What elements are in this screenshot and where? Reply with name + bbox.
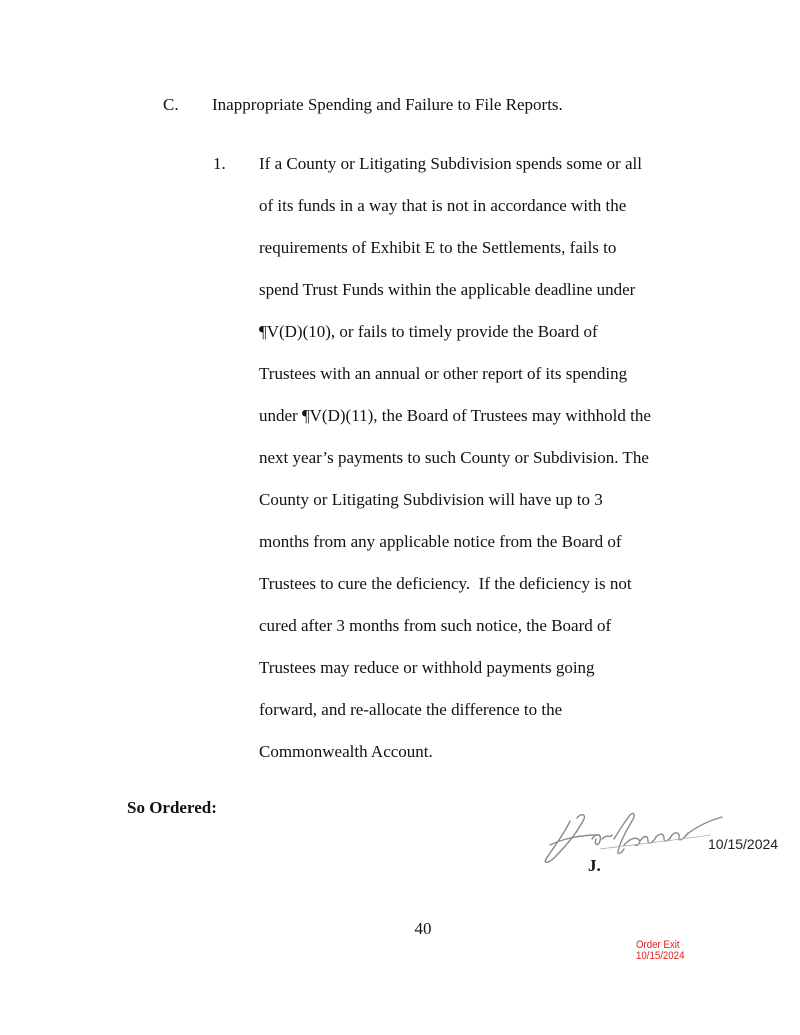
paragraph-line: Trustees with an annual or other report of its spending	[259, 364, 628, 383]
so-ordered-label: So Ordered:	[127, 798, 217, 817]
item-paragraph	[259, 153, 651, 783]
paragraph-line: months from any applicable notice from the Board of	[259, 532, 622, 551]
item-number: 1.	[213, 154, 226, 173]
paragraph-line: Commonwealth Account.	[259, 742, 433, 761]
order-exit-stamp	[636, 940, 684, 962]
paragraph-line: forward, and re-allocate the difference to the	[259, 700, 563, 719]
section-letter: C.	[163, 95, 179, 114]
paragraph-line: requirements of Exhibit E to the Settlements, fails to	[259, 238, 617, 257]
stamp-line-2: 10/15/2024	[636, 950, 685, 962]
paragraph-line: under ¶V(D)(11), the Board of Trustees may withhold the	[259, 406, 651, 425]
paragraph-line: of its funds in a way that is not in accordance with the	[259, 196, 627, 215]
paragraph-line: County or Litigating Subdivision will have up to 3	[259, 490, 603, 509]
paragraph-line: If a County or Litigating Subdivision spends some or all	[259, 154, 642, 173]
section-title: Inappropriate Spending and Failure to File Reports.	[212, 95, 563, 114]
judge-suffix: J.	[588, 856, 601, 875]
paragraph-line: spend Trust Funds within the applicable deadline under	[259, 280, 636, 299]
paragraph-line: Trustees to cure the deficiency. If the deficiency is not	[259, 574, 632, 593]
page-number: 40	[414, 919, 432, 938]
paragraph-line: Trustees may reduce or withhold payments going	[259, 658, 595, 677]
paragraph-line: ¶V(D)(10), or fails to timely provide the Board of	[259, 322, 598, 341]
signature-date: 10/15/2024	[708, 836, 779, 852]
stamp-line-1: Order Exit	[636, 939, 680, 951]
judge-signature	[540, 805, 725, 867]
paragraph-line: next year’s payments to such County or Subdivision. The	[259, 448, 649, 467]
section-heading	[163, 94, 563, 116]
paragraph-line: cured after 3 months from such notice, the Board of	[259, 616, 612, 635]
